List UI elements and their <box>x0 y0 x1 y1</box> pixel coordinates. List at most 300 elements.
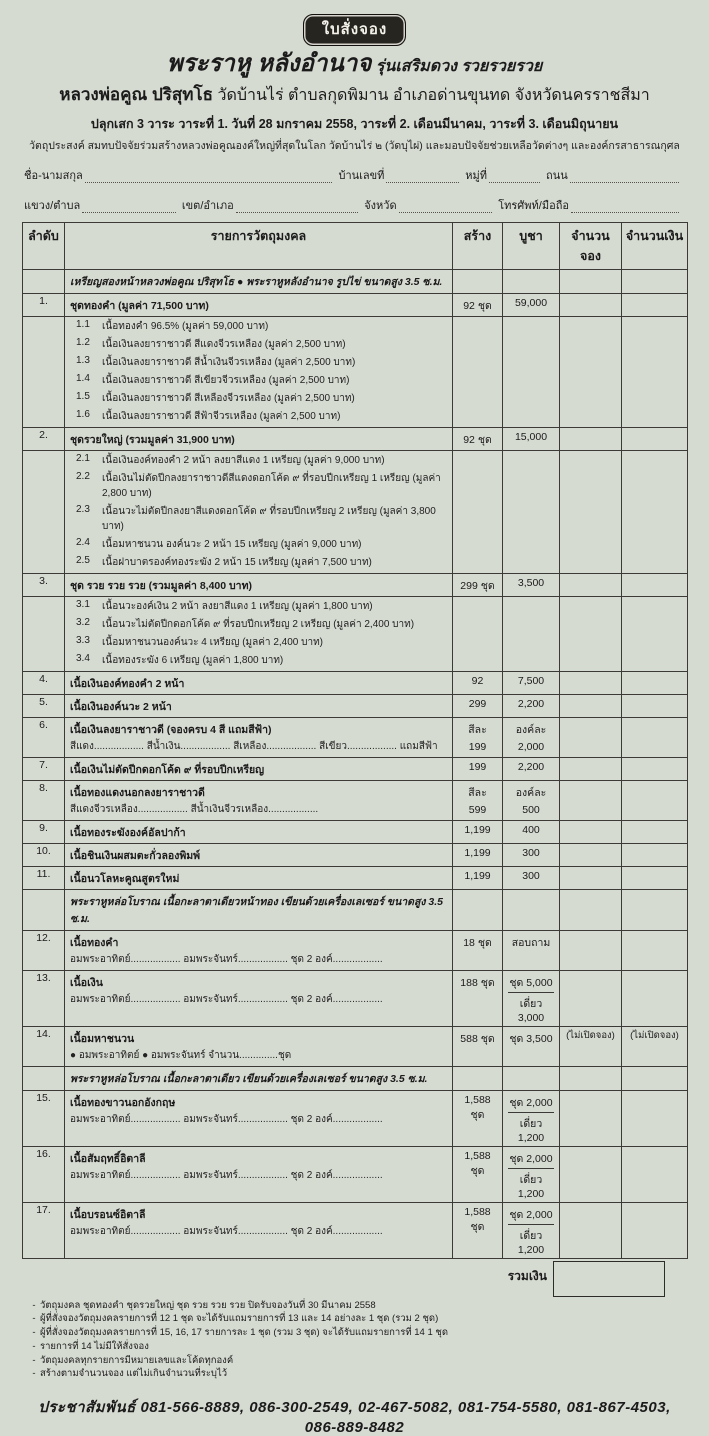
item-desc-cell <box>65 930 453 970</box>
sub-item <box>70 598 447 616</box>
amount-cell[interactable] <box>622 1066 688 1090</box>
price-line: ชุด 2,000 <box>509 1152 553 1165</box>
reserve-qty-cell[interactable] <box>560 694 622 717</box>
amount-cell[interactable] <box>622 1202 688 1258</box>
reserve-qty-cell[interactable] <box>560 866 622 889</box>
grand-total-label: รวมเงิน <box>507 1268 547 1283</box>
item-fillin-line[interactable]: อมพระอาทิตย์.................. อมพระจันทร์.................. ชุด 2 องค์.................. <box>70 953 383 965</box>
row-number-cell <box>23 269 65 293</box>
section-title-cell <box>65 1066 453 1090</box>
reserve-qty-cell[interactable] <box>560 269 622 293</box>
sub-item-text: เนื้อนวะไม่ตัดปีกลงยาสีแดงดอกโค้ด ๙ ที่รอบปีกเหรียญ 2 เหรียญ (มูลค่า 3,800 บาท) <box>102 506 436 533</box>
amount-cell[interactable] <box>622 717 688 757</box>
field-label: โทรศัพท์/มือถือ <box>498 199 569 212</box>
empty-cell <box>453 269 503 293</box>
note-bullet: - <box>32 1327 36 1339</box>
note-line <box>28 1326 687 1340</box>
sub-item-number: 1.4 <box>76 373 90 385</box>
amount-cell[interactable]: (ไม่เปิดจอง) <box>622 1026 688 1066</box>
item-title: ชุด รวย รวย รวย (รวมมูลค่า 8,400 บาท) <box>70 579 252 592</box>
create-qty-cell <box>453 1202 503 1258</box>
field-label: เขต/อำเภอ <box>181 199 234 212</box>
amount-cell[interactable] <box>622 889 688 930</box>
price-line: เดี่ยว 1,200 <box>508 1112 554 1145</box>
item-desc-cell <box>65 717 453 757</box>
create-qty-cell <box>453 1090 503 1146</box>
section-title-cell <box>65 269 453 293</box>
price-line: เดี่ยว 1,200 <box>508 1224 554 1257</box>
sub-item <box>70 390 447 408</box>
price-line: 300 <box>522 869 540 882</box>
reserve-qty-cell[interactable] <box>560 316 622 427</box>
item-fillin-line[interactable]: ● อมพระอาทิตย์ ● อมพระจันทร์ จำนวน..............ชุด <box>70 1049 292 1061</box>
price-cell <box>503 866 560 889</box>
price-line: ชุด 2,000 <box>509 1096 553 1109</box>
table-row-item <box>23 717 688 757</box>
amulet-title: พระราหู หลังอำนาจ <box>166 50 372 77</box>
create-qty-line: 1,588 ชุด <box>464 1093 491 1121</box>
price-cell <box>503 1026 560 1066</box>
price-line: 3,500 <box>517 576 545 589</box>
note-line <box>28 1299 687 1313</box>
contact-phones: 081-566-8889, 086-300-2549, 02-467-5082, 081-754-5580, 081-867-4503, 086-889-8482 <box>140 1399 671 1436</box>
amount-cell[interactable] <box>622 596 688 671</box>
sub-item-number: 2.3 <box>76 504 90 516</box>
price-cell <box>503 694 560 717</box>
price-line: 7,500 <box>517 674 545 687</box>
column-header: รายการวัตถุมงคล <box>65 222 453 269</box>
price-line: 400 <box>522 823 540 836</box>
sub-item-number: 1.3 <box>76 355 90 367</box>
table-row-item <box>23 820 688 843</box>
create-qty-cell <box>453 671 503 694</box>
field-blank-ชื่อ-นามสกุล[interactable] <box>85 169 333 183</box>
temple-name: วัดบ้านไร่ ตำบลกุดพิมาน อำเภอด่านขุนทด จังหวัดนครราชสีมา <box>217 86 650 104</box>
sub-item-text: เนื้อเงินลงยาราชาวดี สีฟ้าจีวรเหลือง (มูลค่า 2,500 บาท) <box>102 411 341 423</box>
sub-item <box>70 652 447 670</box>
create-qty-line: 599 <box>468 803 487 816</box>
item-fillin-line[interactable]: สีแดง.................. สีน้ำเงิน.................. สีเหลือง.................. สีเขียว.................. แถมสีฟ้า <box>70 740 438 752</box>
table-row-item <box>23 780 688 820</box>
item-title: เนื้อชินเงินผสมตะกั่วลองพิมพ์ <box>70 849 201 862</box>
create-qty-line: 199 <box>468 740 487 753</box>
create-qty-line: 92 ชุด <box>463 299 492 312</box>
reserve-qty-cell[interactable] <box>560 1066 622 1090</box>
create-qty-line: 1,588 ชุด <box>464 1205 491 1233</box>
field-label: ถนน <box>546 169 568 182</box>
column-header: ลำดับ <box>23 222 65 269</box>
sub-item-number: 2.1 <box>76 453 90 465</box>
grand-total-box[interactable] <box>553 1261 665 1297</box>
table-row-item <box>23 1202 688 1258</box>
create-qty-cell <box>453 930 503 970</box>
amount-cell[interactable] <box>622 1090 688 1146</box>
item-desc-cell <box>65 757 453 780</box>
empty-cell <box>503 889 560 930</box>
sub-item-text: เนื้อฝาบาตรองค์ทองระฆัง 2 หน้า 15 เหรียญ (มูลค่า 7,500 บาท) <box>102 557 372 569</box>
reserve-qty-cell[interactable] <box>560 596 622 671</box>
reserve-qty-cell[interactable] <box>560 671 622 694</box>
price-line: เดี่ยว 3,000 <box>508 992 554 1025</box>
table-row-section <box>23 269 688 293</box>
note-bullet: - <box>32 1368 36 1380</box>
sub-item-text: เนื้อทองระฆัง 6 เหรียญ (มูลค่า 1,800 บาท) <box>102 655 284 667</box>
sub-item-text: เนื้อเงินลงยาราชาวดี สีเขียวจีวรเหลือง (มูลค่า 2,500 บาท) <box>102 375 350 387</box>
reserve-qty-cell[interactable] <box>560 820 622 843</box>
sub-item-text: เนื้อเงินองค์ทองคำ 2 หน้า ลงยาสีแดง 1 เหรียญ (มูลค่า 9,000 บาท) <box>102 455 385 467</box>
empty-cell <box>453 316 503 427</box>
row-number-cell: 8. <box>23 780 65 820</box>
empty-cell <box>503 596 560 671</box>
empty-cell <box>503 316 560 427</box>
sub-item <box>70 354 447 372</box>
item-desc-cell <box>65 671 453 694</box>
item-desc-cell <box>65 843 453 866</box>
create-qty-cell <box>453 1026 503 1066</box>
price-cell <box>503 780 560 820</box>
purpose-line: วัตถุประสงค์ สมทบปัจจัยร่วมสร้างหลวงพ่อคูณองค์ใหญ่ที่สุดในโลก วัดบ้านไร่ ๒ (วัดบุไผ่) และมอบปัจจัยช่วยเหลือวัดต่างๆ และองค์กรสาธารณกุศล <box>29 139 680 152</box>
empty-cell <box>453 450 503 573</box>
note-text: วัตถุมงคลทุกรายการมีหมายเลขและโค้ดทุกองค์ <box>40 1354 234 1366</box>
create-qty-cell <box>453 843 503 866</box>
price-cell <box>503 820 560 843</box>
row-number-cell: 15. <box>23 1090 65 1146</box>
column-header: จำนวนเงิน <box>622 222 688 269</box>
sub-item <box>70 408 447 426</box>
table-row-item <box>23 843 688 866</box>
sub-item-number: 1.2 <box>76 337 90 349</box>
item-title: เนื้อนวโลหะคูณสูตรใหม่ <box>70 872 180 885</box>
column-header: บูชา <box>503 222 560 269</box>
order-table-header <box>23 222 688 269</box>
create-qty-line: 92 <box>471 674 484 687</box>
price-cell <box>503 427 560 450</box>
row-number-cell: 17. <box>23 1202 65 1258</box>
price-cell <box>503 843 560 866</box>
empty-cell <box>453 889 503 930</box>
amount-cell[interactable] <box>622 1146 688 1202</box>
row-number-cell: 7. <box>23 757 65 780</box>
reserve-qty-cell[interactable] <box>560 970 622 1026</box>
order-table-body <box>23 269 688 1258</box>
item-title: เนื้อบรอนซ์อิตาลี <box>70 1208 146 1221</box>
table-row-item <box>23 930 688 970</box>
create-qty-line: 299 ชุด <box>460 579 495 592</box>
create-qty-cell <box>453 820 503 843</box>
sub-item <box>70 554 447 572</box>
create-qty-line: 199 <box>468 760 487 773</box>
monk-name: หลวงพ่อคูณ ปริสุทโธ <box>59 84 214 104</box>
field-blank-หมู่ที่[interactable] <box>489 169 540 183</box>
sub-item-number: 3.4 <box>76 653 90 665</box>
sub-item-text: เนื้อเงินลงยาราชาวดี สีแดงจีวรเหลือง (มูลค่า 2,500 บาท) <box>102 339 346 351</box>
price-line: 2,200 <box>517 697 545 710</box>
table-row-sub <box>23 596 688 671</box>
amount-cell[interactable] <box>622 269 688 293</box>
order-table <box>22 222 688 1259</box>
ceremony-line: ปลุกเสก 3 วาระ วาระที่ 1. วันที่ 28 มกราคม 2558, วาระที่ 2. เดือนมีนาคม, วาระที่ 3. เดือนมิถุนายน <box>90 116 619 131</box>
sub-items-cell <box>65 316 453 427</box>
note-bullet: - <box>32 1354 36 1366</box>
amount-cell[interactable] <box>622 866 688 889</box>
row-number-cell: 6. <box>23 717 65 757</box>
field-blank-เขต/อำเภอ[interactable] <box>236 199 358 213</box>
item-fillin-line[interactable]: สีแดงจีวรเหลือง.................. สีน้ำเงินจีวรเหลือง.................. <box>70 803 319 815</box>
form-row <box>24 166 685 184</box>
sub-item-number: 1.5 <box>76 391 90 403</box>
note-line <box>28 1340 687 1354</box>
item-desc-cell <box>65 820 453 843</box>
create-qty-line: 18 ชุด <box>463 936 492 949</box>
item-title: เนื้อทองแดงนอกลงยาราชาวดี <box>70 786 205 799</box>
price-line: องค์ละ <box>515 723 547 736</box>
contact-label: ประชาสัมพันธ์ <box>38 1399 136 1417</box>
table-row-item <box>23 1026 688 1066</box>
create-qty-cell <box>453 427 503 450</box>
price-line: ชุด 5,000 <box>509 976 553 989</box>
item-desc-cell <box>65 1026 453 1066</box>
table-row-item <box>23 866 688 889</box>
sub-item <box>70 616 447 634</box>
reserve-qty-cell[interactable]: (ไม่เปิดจอง) <box>560 1026 622 1066</box>
note-text: รายการที่ 14 ไม่มีให้สั่งจอง <box>40 1340 149 1352</box>
create-qty-cell <box>453 780 503 820</box>
amount-cell[interactable] <box>622 293 688 316</box>
row-number-cell: 4. <box>23 671 65 694</box>
price-line: สอบถาม <box>511 936 551 949</box>
row-number-cell <box>23 316 65 427</box>
reserve-qty-cell[interactable] <box>560 930 622 970</box>
main-title <box>22 50 687 78</box>
item-fillin-line[interactable]: อมพระอาทิตย์.................. อมพระจันทร์.................. ชุด 2 องค์.................. <box>70 1113 383 1125</box>
item-title: เนื้อเงินไม่ตัดปีกดอกโค้ด ๙ ที่รอบปีกเหรียญ <box>70 763 265 776</box>
reserve-qty-cell[interactable] <box>560 293 622 316</box>
create-qty-cell <box>453 866 503 889</box>
sub-item <box>70 336 447 354</box>
table-row-item <box>23 970 688 1026</box>
create-qty-cell <box>453 293 503 316</box>
create-qty-line: 1,199 <box>464 846 491 859</box>
section-title-cell <box>65 889 453 930</box>
row-number-cell: 1. <box>23 293 65 316</box>
order-form-badge: ใบสั่งจอง <box>303 14 406 46</box>
field-label: จังหวัด <box>364 199 397 212</box>
item-desc-cell <box>65 866 453 889</box>
price-line: 59,000 <box>514 296 548 309</box>
sub-item-text: เนื้อนวะไม่ตัดปีกดอกโค้ด ๙ ที่รอบปีกเหรียญ 2 เหรียญ (มูลค่า 2,400 บาท) <box>102 619 415 631</box>
row-number-cell: 2. <box>23 427 65 450</box>
price-line: 2,200 <box>517 760 545 773</box>
sub-item-number: 3.3 <box>76 635 90 647</box>
sub-item-number: 2.4 <box>76 537 90 549</box>
create-qty-cell <box>453 694 503 717</box>
create-qty-cell <box>453 717 503 757</box>
table-row-sub <box>23 450 688 573</box>
address-form <box>24 166 685 214</box>
sub-item-text: เนื้อนวะองค์เงิน 2 หน้า ลงยาสีแดง 1 เหรียญ (มูลค่า 1,800 บาท) <box>102 601 373 613</box>
row-number-cell: 3. <box>23 573 65 596</box>
row-number-cell: 9. <box>23 820 65 843</box>
row-number-cell: 13. <box>23 970 65 1026</box>
item-fillin-line[interactable]: อมพระอาทิตย์.................. อมพระจันทร์.................. ชุด 2 องค์.................. <box>70 1225 383 1237</box>
sub-items-cell <box>65 450 453 573</box>
item-desc-cell <box>65 573 453 596</box>
sub-item-number: 1.6 <box>76 409 90 421</box>
reserve-qty-cell[interactable] <box>560 780 622 820</box>
sub-item-text: เนื้อเงินลงยาราชาวดี สีเหลืองจีวรเหลือง (มูลค่า 2,500 บาท) <box>102 393 355 405</box>
sub-item-number: 2.5 <box>76 555 90 567</box>
sub-item-number: 2.2 <box>76 471 90 483</box>
row-number-cell: 11. <box>23 866 65 889</box>
price-line: 300 <box>522 846 540 859</box>
contact-line <box>22 1395 687 1436</box>
create-qty-cell <box>453 757 503 780</box>
field-blank-แขวง/ตำบล[interactable] <box>82 199 176 213</box>
field-blank-จังหวัด[interactable] <box>399 199 493 213</box>
section-title: เหรียญสองหน้าหลวงพ่อคูณ ปริสุทโธ ● พระราหูหลังอำนาจ รูปไข่ ขนาดสูง 3.5 ซ.ม. <box>70 275 443 288</box>
create-qty-line: 1,588 ชุด <box>464 1149 491 1177</box>
item-desc-cell <box>65 780 453 820</box>
empty-cell <box>503 269 560 293</box>
create-qty-cell <box>453 573 503 596</box>
section-title: พระราหูหล่อโบราณ เนื้อกะลาตาเดียว เขียนด้วยเครื่องเลเซอร์ ขนาดสูง 3.5 ซ.ม. <box>70 1072 428 1085</box>
amount-cell[interactable] <box>622 757 688 780</box>
reserve-qty-cell[interactable] <box>560 757 622 780</box>
price-cell <box>503 1090 560 1146</box>
table-row-item <box>23 694 688 717</box>
item-desc-cell <box>65 970 453 1026</box>
item-title: ชุดรวยใหญ่ (รวมมูลค่า 31,900 บาท) <box>70 433 235 446</box>
create-qty-line: 188 ชุด <box>460 976 495 989</box>
item-title: เนื้อเงิน <box>70 976 103 989</box>
field-blank-ถนน[interactable] <box>570 169 679 183</box>
reserve-qty-cell[interactable] <box>560 717 622 757</box>
amount-cell[interactable] <box>622 970 688 1026</box>
field-blank-โทรศัพท์/มือถือ[interactable] <box>571 199 679 213</box>
price-line: 15,000 <box>514 430 548 443</box>
create-qty-line: สีละ <box>468 786 487 799</box>
item-desc-cell <box>65 293 453 316</box>
item-title: ชุดทองคำ (มูลค่า 71,500 บาท) <box>70 299 209 312</box>
price-cell <box>503 970 560 1026</box>
price-cell <box>503 573 560 596</box>
field-blank-บ้านเลขที่[interactable] <box>386 169 459 183</box>
item-fillin-line[interactable]: อมพระอาทิตย์.................. อมพระจันทร์.................. ชุด 2 องค์.................. <box>70 993 383 1005</box>
amount-cell[interactable] <box>622 843 688 866</box>
item-title: เนื้อทองขาวนอกอังกฤษ <box>70 1096 176 1109</box>
note-bullet: - <box>32 1340 36 1352</box>
form-row <box>24 196 685 214</box>
amount-cell[interactable] <box>622 671 688 694</box>
price-line: องค์ละ <box>515 786 547 799</box>
amount-cell[interactable] <box>622 573 688 596</box>
empty-cell <box>453 1066 503 1090</box>
price-cell <box>503 930 560 970</box>
empty-cell <box>503 1066 560 1090</box>
note-bullet: - <box>32 1299 36 1311</box>
item-title: เนื้อสัมฤทธิ์อิตาลี <box>70 1152 146 1165</box>
sub-item <box>70 318 447 336</box>
price-line: 2,000 <box>517 740 545 753</box>
amount-cell[interactable] <box>622 316 688 427</box>
field-label: แขวง/ตำบล <box>24 199 81 212</box>
row-number-cell: 12. <box>23 930 65 970</box>
row-number-cell: 16. <box>23 1146 65 1202</box>
item-title: เนื้อเงินลงยาราชาวดี (จองครบ 4 สี แถมสีฟ้า) <box>70 723 272 736</box>
note-bullet: - <box>32 1313 36 1325</box>
notes-list <box>28 1299 687 1382</box>
note-line <box>28 1354 687 1368</box>
item-title: เนื้อเงินองค์นวะ 2 หน้า <box>70 700 172 713</box>
create-qty-line: 1,199 <box>464 869 491 882</box>
item-title: เนื้อเงินองค์ทองคำ 2 หน้า <box>70 677 185 690</box>
price-cell <box>503 717 560 757</box>
item-desc-cell <box>65 694 453 717</box>
price-line: 500 <box>522 803 540 816</box>
amount-cell[interactable] <box>622 780 688 820</box>
note-text: วัตถุมงคล ชุดทองคำ ชุดรวยใหญ่ ชุด รวย รวย รวย ปิดรับจองวันที่ 30 มีนาคม 2558 <box>40 1299 376 1311</box>
sub-item-number: 3.2 <box>76 617 90 629</box>
header-row <box>23 222 688 269</box>
row-number-cell <box>23 889 65 930</box>
price-line: ชุด 2,000 <box>509 1208 553 1221</box>
reserve-qty-cell[interactable] <box>560 427 622 450</box>
reserve-qty-cell[interactable] <box>560 889 622 930</box>
note-text: ผู้ที่สั่งจองวัตถุมงคลรายการที่ 15, 16, 17 รายการละ 1 ชุด (รวม 3 ชุด) จะได้รับแถมรายการที่ 14 1 ชุด <box>40 1327 449 1339</box>
amount-cell[interactable] <box>622 450 688 573</box>
sub-items-cell <box>65 596 453 671</box>
create-qty-line: 1,199 <box>464 823 491 836</box>
reserve-qty-cell[interactable] <box>560 1090 622 1146</box>
sub-item <box>70 503 447 536</box>
price-cell <box>503 671 560 694</box>
table-row-item <box>23 427 688 450</box>
price-line: ชุด 3,500 <box>509 1032 553 1045</box>
table-row-item <box>23 671 688 694</box>
sub-item-text: เนื้อทองคำ 96.5% (มูลค่า 59,000 บาท) <box>102 321 269 333</box>
table-row-section <box>23 889 688 930</box>
amount-cell[interactable] <box>622 930 688 970</box>
table-row-item <box>23 1146 688 1202</box>
item-title: เนื้อมหาชนวน <box>70 1032 135 1045</box>
item-fillin-line[interactable]: อมพระอาทิตย์.................. อมพระจันทร์.................. ชุด 2 องค์.................. <box>70 1169 383 1181</box>
monk-temple-line <box>22 81 687 108</box>
row-number-cell <box>23 1066 65 1090</box>
create-qty-cell <box>453 970 503 1026</box>
reserve-qty-cell[interactable] <box>560 450 622 573</box>
price-cell <box>503 1202 560 1258</box>
sub-item <box>70 452 447 470</box>
table-row-section <box>23 1066 688 1090</box>
table-row-item <box>23 757 688 780</box>
note-text: ผู้ที่สั่งจองวัตถุมงคลรายการที่ 12 1 ชุด จะได้รับแถมรายการที่ 13 และ 14 อย่างละ 1 ชุด (รวม 2 ชุด) <box>40 1313 439 1325</box>
item-title: เนื้อทองคำ <box>70 936 119 949</box>
reserve-qty-cell[interactable] <box>560 843 622 866</box>
amount-cell[interactable] <box>622 427 688 450</box>
reserve-qty-cell[interactable] <box>560 1202 622 1258</box>
sub-item-number: 3.1 <box>76 599 90 611</box>
row-number-cell: 10. <box>23 843 65 866</box>
create-qty-line: สีละ <box>468 723 487 736</box>
reserve-qty-cell[interactable] <box>560 1146 622 1202</box>
amount-cell[interactable] <box>622 694 688 717</box>
create-qty-line: 588 ชุด <box>460 1032 495 1045</box>
reserve-qty-cell[interactable] <box>560 573 622 596</box>
sub-item-text: เนื้อเงินลงยาราชาวดี สีน้ำเงินจีวรเหลือง (มูลค่า 2,500 บาท) <box>102 357 356 369</box>
table-row-sub <box>23 316 688 427</box>
sub-item-text: เนื้อเงินไม่ตัดปีกลงยาราชาวดีสีแดงดอกโค้ด ๙ ที่รอบปีกเหรียญ 1 เหรียญ (มูลค่า 2,800 บาท) <box>102 473 441 500</box>
amount-cell[interactable] <box>622 820 688 843</box>
